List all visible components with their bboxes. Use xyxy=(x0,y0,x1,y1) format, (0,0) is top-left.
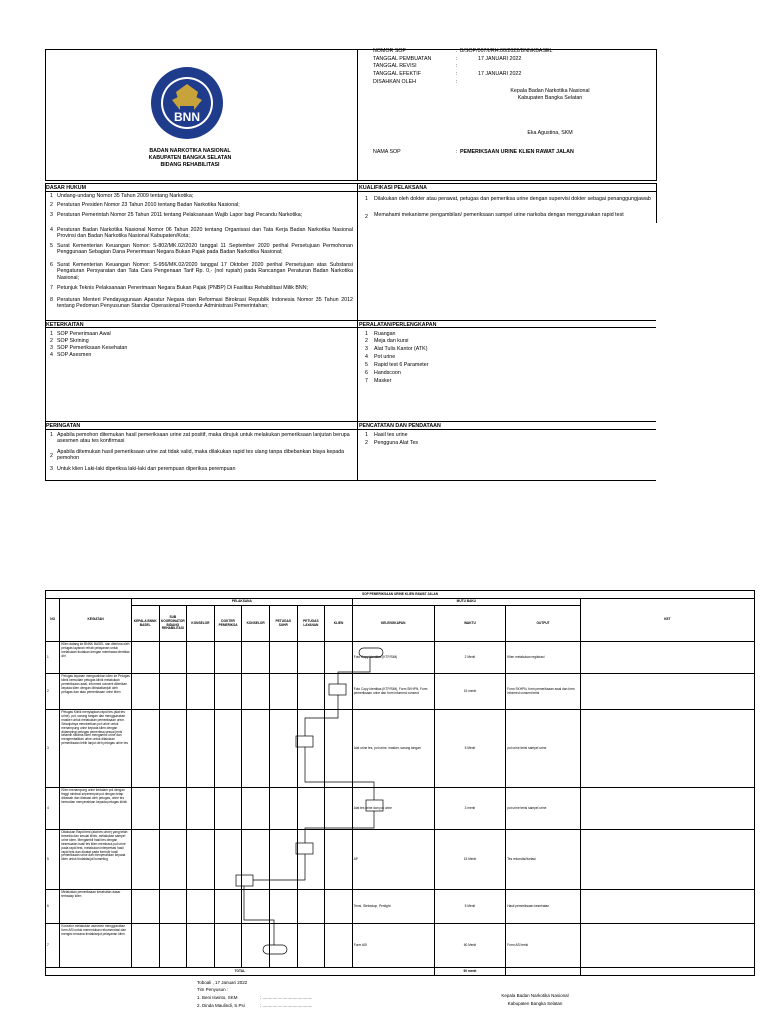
row-kegiatan: Petugas Klinik menyiapkan rapid tes (alat tes urine), pot, sarung tangan dan menggunakan masker untuk melakukan pemeriksaan urine. Selanjutnya memberikan pot urine untuk menampung urine kepada klien dengan didampingi petugas pemeriksa sesuai jenis kelamin selama klien mengambil urine dan mengembalikan urine untuk dilakukan pemeriksaan lebih lanjut oleh petugas urine tes xyxy=(60,710,132,788)
meta-sep: : xyxy=(456,56,458,62)
col-pelaksana: PELAKSANA xyxy=(131,599,352,606)
terminator-end xyxy=(263,945,287,954)
list-item-no: 1 xyxy=(50,193,53,199)
meta-label: DISAHKAN OLEH xyxy=(373,79,416,85)
list-item: Peraturan Pemerintah Nomor 25 Tahun 2011 tentang Pelaksanaan Wajib Lapor bagi Pecandu Narkotika; xyxy=(57,212,303,218)
meta-value: 17 JANUARI 2022 xyxy=(478,71,522,77)
mutu-header: KELENGKAPAN xyxy=(352,606,434,642)
list-item-no: 2 xyxy=(365,338,368,344)
approver-title-2: Kabupaten Bangka Selatan xyxy=(517,95,583,101)
list-item-no: 3 xyxy=(365,346,368,352)
list-item-no: 3 xyxy=(50,212,53,218)
list-item: Apabila ditemukan hasil pemeriksaan urine zat tidak valid, maka dilakukan rapid tes ulang tanpa dibebankan biaya kepada pemohon xyxy=(57,449,345,462)
row-kegiatan: Konselor melakukan asesmen menggunakan form ASI untuk menentukan rekomendasi dan mengisi rencana tindaklanjut pelayanan klien xyxy=(60,924,132,968)
role-header: KEPALA BNNK BASEL xyxy=(131,606,159,642)
sign-title-1: Kepala Badan Narkotika Nasional xyxy=(501,993,569,998)
row-no: 3 xyxy=(46,710,60,788)
list-item: Surat Kementerian Keuangan Nomor: S-956/MK.02/2020 tanggal 17 Oktober 2020 perihal Persetujuan atas Substansi Pengaturan Persyaratan dan Tata Cara Pengenaan Tarif Rp. 0,- (nol rupiah) pada Rancangan Peraturan Badan Narkotika Nasional; xyxy=(57,262,353,281)
list-item: Handscoon xyxy=(374,370,401,376)
meta-label: TANGGAL REVISI xyxy=(373,63,417,69)
role-header: KONSELOR xyxy=(242,606,270,642)
list-item: Memahami mekanisme pengambilan/ pemeriksaan sampel urine narkoba dengan menggunakan rapid test xyxy=(374,212,624,218)
row-no: 1 xyxy=(46,642,60,674)
meta-label: TANGGAL PEMBUATAN xyxy=(373,56,432,62)
role-header: PETUGAS SUHR xyxy=(269,606,297,642)
row-kegiatan: Petugas layanan mengarahkan klien ke Petugas klinik kemudian petugas klinik melakukan pemeriksaan awal, informed consent diberikan kepada klien dengan ditindaklanjuti oleh petugas dan atau pemeriksaan urine klien xyxy=(60,674,132,710)
row-kelengkapan: AP xyxy=(352,830,434,890)
flowchart-title: SOP PEMERIKSAAN URINE KLIEN RAWAT JALAN xyxy=(46,591,755,599)
row-kegiatan: Dilakukan Rapid test (alat tes urine) yang telah tersedia dan sesuai klinis, melakukan sampel urine klien. Mengambil hasil tes dengan kesesuaian hasil tes klien membaca pot urine pada rapid test, melakukan interpretasi hasil rapid test dan dicatat pada formulir hasil pemeriksaan urine dan menyerahkan kepada klien untuk tindaklanjut konseling xyxy=(60,830,132,890)
approver-name: Eka Agustina, SKM xyxy=(527,130,573,136)
list-item: SOP Asesmen xyxy=(57,352,92,358)
list-item: Peraturan Badan Narkotika Nasional Nomor 06 Tahun 2020 tentang Organisasi dan Tata Kerja Badan Narkotika Nasional Provinsi dan Badan Narkotika Nasional Kabupaten/Kota; xyxy=(57,227,353,240)
list-item: Pengguna Alat Tes xyxy=(374,440,419,446)
process-box xyxy=(296,843,313,854)
list-item-no: 7 xyxy=(50,285,53,291)
list-item-no: 4 xyxy=(50,227,53,233)
team-member: 1. Beni Iswnto, SKM xyxy=(197,995,238,1000)
list-item: Undang-undang Nomor 35 Tahun 2009 tentang Narkotika; xyxy=(57,193,194,199)
role-header: SUB KOORDINATOR BIDANG REHABILITASI xyxy=(159,606,187,642)
list-item-no: 2 xyxy=(365,214,368,220)
connector xyxy=(338,657,370,684)
list-item: Untuk klien Laki-laki diperiksa laki-laki dan perempuan diperiksa perempuan xyxy=(57,466,236,472)
list-item: Pot urine xyxy=(374,354,396,360)
sop-name-label: NAMA SOP xyxy=(373,149,401,155)
meta-sep: : xyxy=(456,48,458,54)
logo-text: BNN xyxy=(174,110,200,124)
list-item: SOP Skrining xyxy=(57,338,89,344)
list-item-no: 2 xyxy=(50,338,53,344)
connector xyxy=(305,747,374,800)
connector xyxy=(253,854,305,880)
list-item: Peraturan Menteri Pendayagunaan Aparatur Negara dan Reformasi Birokrasi Republik Indonesia Nomor 35 Tahun 2012 tentang Pedoman Penyusunan Standar Operasional Prosedur Administrasi Pemerintahan; xyxy=(57,297,353,310)
team-member: 2. Dinda Maulindi, S.Psi xyxy=(197,1003,245,1008)
list-item-no: 3 xyxy=(50,466,53,472)
row-waktu: 5 Menit xyxy=(434,710,506,788)
peralatan-title: PERALATAN/PERLENGKAPAN xyxy=(359,322,437,328)
approver-title-1: Kepala Badan Narkotika Nasional xyxy=(510,88,590,94)
list-item: Petunjuk Teknis Pelaksanaan Penerimaan Negara Bukan Pajak (PNBP) Di Fasilitas Rehabilitasi Milik BNN; xyxy=(57,285,309,291)
row-waktu: 15 menit xyxy=(434,674,506,710)
peringatan-title: PERINGATAN xyxy=(46,423,81,429)
list-item: Apabila pemohon ditemukan hasil pemeriksaan urine zat positif, maka dirujuk untuk melakukan pemeriksaan lanjutan berupa asesmen atau tes konfirmasi xyxy=(57,432,350,445)
process-box xyxy=(296,736,313,747)
org-name-2: KABUPATEN BANGKA SELATAN xyxy=(148,155,232,161)
list-item: SOP Pemeriksaan Kesehatan xyxy=(57,345,128,351)
list-item-no: 4 xyxy=(50,352,53,358)
list-item-no: 6 xyxy=(50,262,53,268)
list-item: Surat Kementerian Keuangan Nomor: S-802/MK.02/2020 tanggal 11 September 2020 perihal Persetujuan Permohonan Penggunaan Sebagian Dana Penerimaan Negara Bukan Pajak pada Badan Narkotika Nasional; xyxy=(57,243,353,256)
list-item: Alat Tulis Kantor (ATK) xyxy=(374,346,428,352)
list-item-no: 1 xyxy=(50,432,53,438)
sign-title-2: Kabupaten Bangka Selatan xyxy=(507,1001,563,1006)
terminator-start xyxy=(359,648,383,657)
sop-name: PEMERIKSAAN URINE KLIEN RAWAT JALAN xyxy=(460,149,574,155)
connector xyxy=(244,886,274,945)
connector xyxy=(305,695,338,736)
list-item: Masker xyxy=(374,378,392,384)
row-waktu: 3 menit xyxy=(434,788,506,830)
list-item-no: 2 xyxy=(50,202,53,208)
meta-sep: : xyxy=(456,71,458,77)
process-box xyxy=(366,800,383,811)
row-output: Tes rekondisi/ivetasi xyxy=(506,830,581,890)
total-value: 90 menit xyxy=(434,968,506,976)
meta-sep: : xyxy=(456,79,458,85)
list-item-no: 2 xyxy=(365,440,368,446)
pencatatan-title: PENCATATAN DAN PENDATAAN xyxy=(359,423,441,429)
list-item-no: 7 xyxy=(365,378,368,384)
signature-dots: : ........................................ xyxy=(260,995,313,1000)
row-no: 4 xyxy=(46,788,60,830)
row-kegiatan: Klien menampung urine kedalam pot dengan tinggi minimal seperempat pot dengan tetap dibawah dan diawasi oleh petugas, urine tes kemudian menyerahkan kepada petugas klinik xyxy=(60,788,132,830)
row-kelengkapan: Alat tes urine dan pot urine xyxy=(352,788,434,830)
mutu-header: OUTPUT xyxy=(506,606,581,642)
team-label: Tim Penyusun : xyxy=(197,987,229,992)
row-waktu: 15 Menit xyxy=(434,830,506,890)
list-item: Meja dan kursi xyxy=(374,338,409,344)
list-item-no: 4 xyxy=(365,354,368,360)
role-header: PETUGAS LAYANAN xyxy=(297,606,325,642)
keterkaitan-title: KETERKAITAN xyxy=(46,322,84,328)
row-waktu: 5 Menit xyxy=(434,890,506,924)
row-output: Klien melakukan registrasi xyxy=(506,642,581,674)
list-item: Rapid test 6 Parameter xyxy=(374,362,429,368)
list-item-no: 1 xyxy=(365,432,368,438)
row-output: Form ASI terisi xyxy=(506,924,581,968)
list-item: Hasil tes urine xyxy=(374,432,408,438)
list-item-no: 1 xyxy=(50,331,53,337)
row-no: 2 xyxy=(46,674,60,710)
meta-value: B/SOP/007/I/RH.00/2022/BNNKBASEL xyxy=(460,48,553,54)
row-waktu: 60 Menit xyxy=(434,924,506,968)
col-no: NO xyxy=(46,599,60,642)
row-kegiatan: Klien datang ke BNNK BASEL dan diterima oleh petugas layanan rehab pelayanan untuk melakukan tindakan dengan membawa identitas diri xyxy=(60,642,132,674)
row-kelengkapan: Form ASI xyxy=(352,924,434,968)
org-name-3: BIDANG REHABILITASI xyxy=(160,162,220,168)
list-item-no: 2 xyxy=(50,453,53,459)
row-no: 7 xyxy=(46,924,60,968)
meta-sep: : xyxy=(456,63,458,69)
row-kelengkapan: Foto Copy Identitas (KTP/SIM) xyxy=(352,642,434,674)
mutu-header: WAKTU xyxy=(434,606,506,642)
col-kegiatan: KEGIATAN xyxy=(60,599,132,642)
process-box xyxy=(329,684,346,695)
list-item-no: 1 xyxy=(365,196,368,202)
date-line: Toboali , 17 Januari 2022 xyxy=(197,980,248,985)
signature-dots: : ........................................ xyxy=(260,1003,313,1008)
list-item-no: 1 xyxy=(365,331,368,337)
list-item: Ruangan xyxy=(374,331,396,337)
role-header: KONSELOR xyxy=(187,606,215,642)
list-item-no: 5 xyxy=(50,243,53,249)
total-label: TOTAL xyxy=(46,968,435,976)
kualifikasi-title: KUALIFIKASI PELAKSANA xyxy=(359,185,427,191)
meta-value: 17 JANUARI 2022 xyxy=(478,56,522,62)
row-output: pot urine terisi sampel urine xyxy=(506,788,581,830)
row-output: pot urine terisi sampel urine xyxy=(506,710,581,788)
col-ket: KET xyxy=(580,599,754,642)
role-header: DOKTER PEMERIKSA xyxy=(214,606,242,642)
list-item-no: 6 xyxy=(365,370,368,376)
row-kegiatan: Melakukan pemeriksaan kesehatan dasar terhadap klien xyxy=(60,890,132,924)
row-output: Form SKHPN, form pemeriksaan awal dan form informed consent terisi xyxy=(506,674,581,710)
list-item: SOP Penerimaan Awal xyxy=(57,331,111,337)
row-kelengkapan: Foto Copy Identitas (KTP/SIM), Form SKHPN, Form pemeriksaan urine dan form informed consent xyxy=(352,674,434,710)
row-kelengkapan: Tensi, Stetoskop, Penlight xyxy=(352,890,434,924)
connector xyxy=(305,811,374,843)
process-box xyxy=(236,875,253,886)
list-item: Dilakukan oleh dokter atau perawat, petugas dan pemeriksa urine dengan supervisi dokter sebagai penanggungjawab xyxy=(374,196,651,202)
org-name-1: BADAN NARKOTIKA NASIONAL xyxy=(149,148,231,154)
meta-label: NOMOR SOP xyxy=(373,48,406,54)
dasar-hukum-title: DASAR HUKUM xyxy=(46,185,87,191)
meta-label: TANGGAL EFEKTIF xyxy=(373,71,421,77)
list-item-no: 3 xyxy=(50,345,53,351)
row-waktu: 2 Menit xyxy=(434,642,506,674)
list-item-no: 5 xyxy=(365,362,368,368)
row-output: Hasil pemeriksaan kesehatan xyxy=(506,890,581,924)
sop-name-sep: : xyxy=(456,149,458,155)
list-item: Peraturan Presiden Nomor 23 Tahun 2010 tentang Badan Narkotika Nasional; xyxy=(57,202,240,208)
row-kelengkapan: Alat urine tes, pot urine, masker, sarung tangan xyxy=(352,710,434,788)
list-item-no: 8 xyxy=(50,297,53,303)
col-mutu: MUTU BAKU xyxy=(352,599,580,606)
role-header: KLIEN xyxy=(325,606,353,642)
row-no: 6 xyxy=(46,890,60,924)
row-no: 5 xyxy=(46,830,60,890)
